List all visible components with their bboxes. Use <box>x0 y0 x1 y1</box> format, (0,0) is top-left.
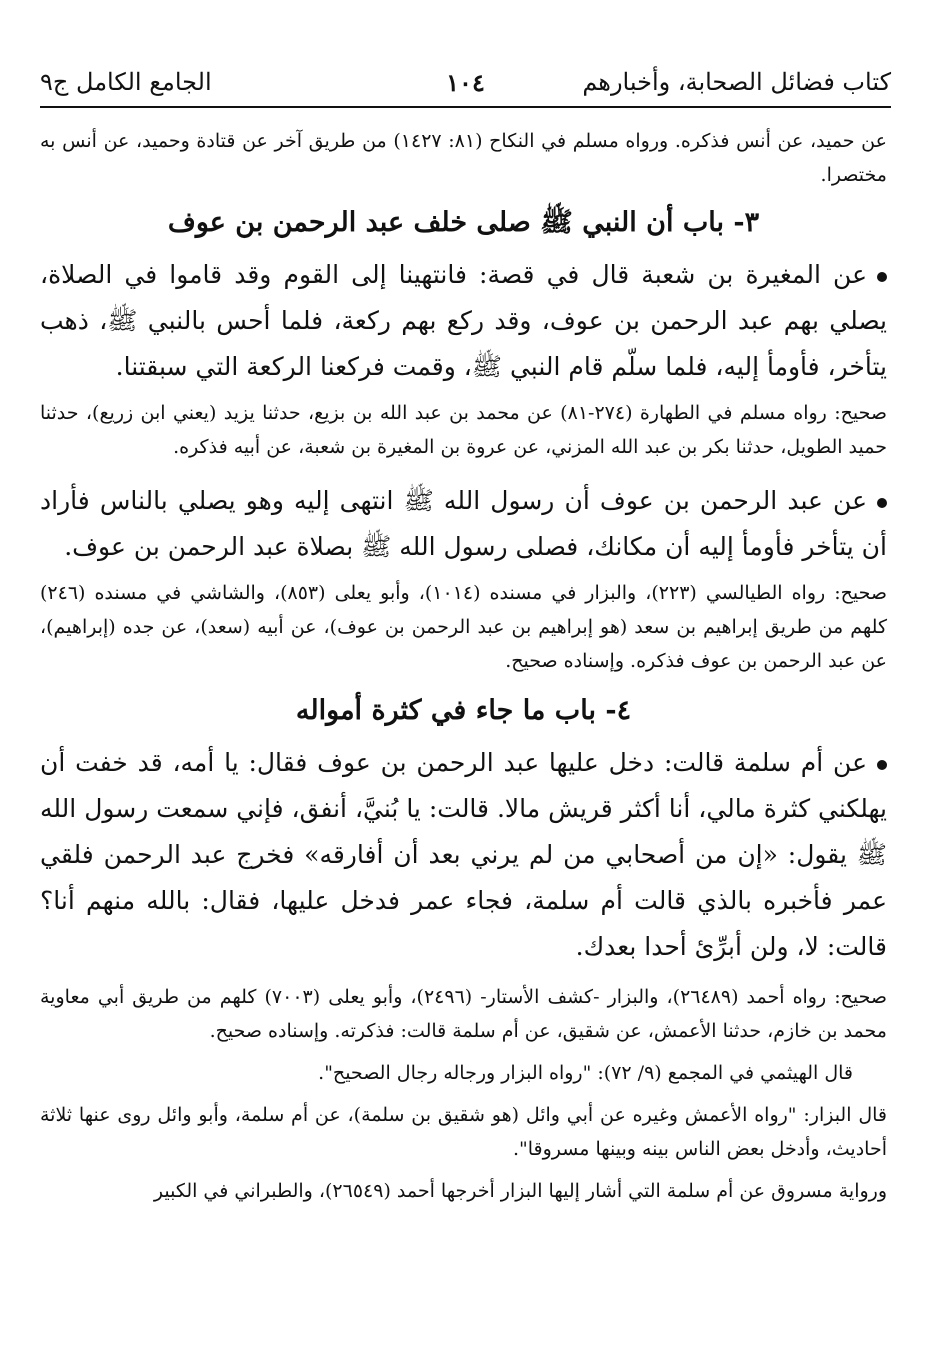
bullet-icon <box>877 498 887 508</box>
section-4-note-4: ورواية مسروق عن أم سلمة التي أشار إليها البزار أخرجها أحمد (٢٦٥٤٩)، والطبراني في الكبير <box>153 1180 887 1202</box>
section-4-title: ٤- باب ما جاء في كثرة أمواله <box>295 695 632 726</box>
section-4-note-3: قال البزار: "رواه الأعمش وغيره عن أبي وائل (هو شقيق بن سلمة)، عن أم سلمة، وأبو وائل روى عنها ثلاثة أحاديث، وأدخل بعض الناس بينه وبينها مسروقا". <box>40 1104 887 1160</box>
hadith-text: عن أم سلمة قالت: دخل عليها عبد الرحمن بن عوف فقال: يا أمه، قد خفت أن يهلكني كثرة مالي، أنا أكثر قريش مالا. قالت: يا بُنيَّ، أنفق، فإني سمعت رسول الله ﷺ يقول: «إن من أصحابي من لم يرني بعد أن أفارقه» فخرج عبد الرحمن فلقي عمر فأخبره بالذي قالت أم سلمة، فجاء عمر فدخل عليها، فقال: بالله منهم أنا؟ قالت: لا، ولن أبرِّئ أحدا بعدك. <box>40 748 887 961</box>
section-3-note-1: صحيح: رواه مسلم في الطهارة (٢٧٤-٨١) عن محمد بن عبد الله بن بزيع، حدثنا يزيد (يعني ابن زريع)، حدثنا حميد الطويل، حدثنا بكر بن عبد الله المزني، عن عروة بن المغيرة بن شعبة، عن أبيه فذكره. <box>40 402 888 458</box>
section-4-note-2: قال الهيثمي في المجمع (٩/ ٧٢): "رواه البزار ورجاله رجال الصحيح". <box>318 1062 853 1084</box>
section-3-hadith-2 <box>40 478 887 570</box>
intro-note: عن حميد، عن أنس فذكره. ورواه مسلم في النكاح (٨١: ١٤٢٧) من طريق آخر عن قتادة وحميد، عن أنس به مختصرا. <box>40 130 887 186</box>
header-chapter-title: كتاب فضائل الصحابة، وأخبارهم <box>582 68 891 96</box>
hadith-text: عن عبد الرحمن بن عوف أن رسول الله ﷺ انتهى إليه وهو يصلي بالناس فأراد أن يتأخر فأومأ إليه أن مكانك، فصلى رسول الله ﷺ بصلاة عبد الرحمن بن عوف. <box>40 486 887 561</box>
section-3-hadith-1 <box>40 252 887 390</box>
section-3-note-2: صحيح: رواه الطيالسي (٢٢٣)، والبزار في مسنده (١٠١٤)، وأبو يعلى (٨٥٣)، والشاشي في مسنده (٢٤٦) كلهم من طريق إبراهيم بن سعد (هو إبراهيم بن عبد الرحمن بن عوف)، عن أبيه (سعد)، عن جده (إبراهيم)، عن عبد الرحمن بن عوف فذكره. وإسناده صحيح. <box>40 582 887 672</box>
header-book-title: الجامع الكامل ج٩ <box>40 68 212 96</box>
bullet-icon <box>877 760 887 770</box>
page-body <box>40 124 887 1208</box>
section-3-title: ٣- باب أن النبي ﷺ صلى خلف عبد الرحمن بن عوف <box>167 207 760 238</box>
section-4-hadith-1 <box>40 740 887 970</box>
running-header <box>40 62 891 108</box>
bullet-icon <box>877 272 887 282</box>
page-number: ١٠٤ <box>446 68 485 97</box>
hadith-text: عن المغيرة بن شعبة قال في قصة: فانتهينا إلى القوم وقد قاموا في الصلاة، يصلي بهم عبد الرحمن بن عوف، وقد ركع بهم ركعة، فلما أحس بالنبي ﷺ، ذهب يتأخر، فأومأ إليه، فلما سلّم قام النبي ﷺ، وقمت فركعنا الركعة التي سبقتنا. <box>40 260 887 381</box>
section-4-note-1: صحيح: رواه أحمد (٢٦٤٨٩)، والبزار -كشف الأستار- (٢٤٩٦)، وأبو يعلى (٧٠٠٣) كلهم من طريق أبي معاوية محمد بن خازم، حدثنا الأعمش، عن شقيق، عن أم سلمة قالت: فذكرته. وإسناده صحيح. <box>40 986 887 1042</box>
